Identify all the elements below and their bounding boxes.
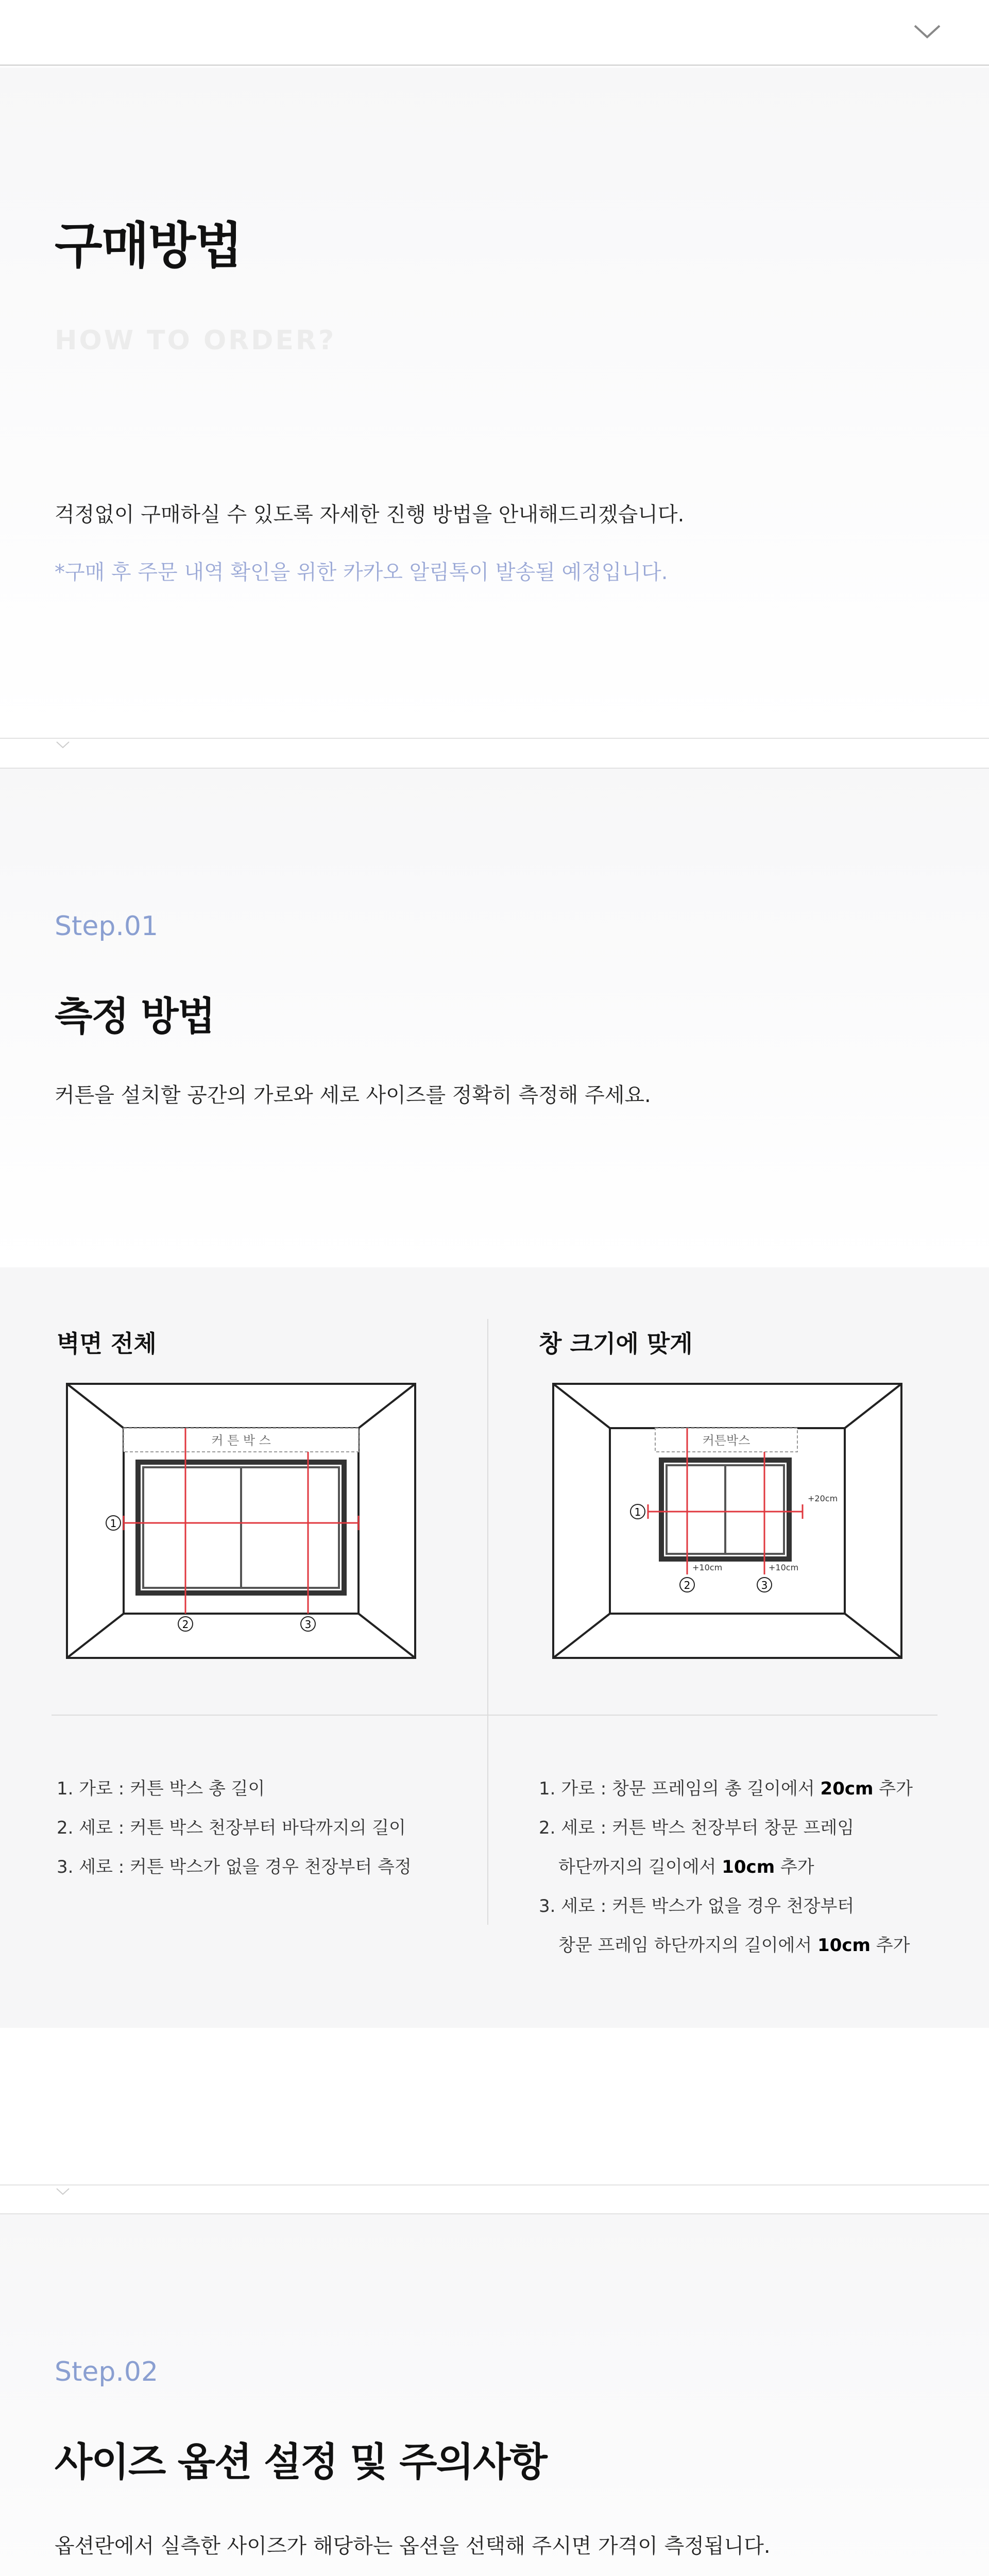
right-note-2-cont: 하단까지의 길이에서 10cm 추가: [558, 1857, 814, 1877]
left-note-2: 2. 세로 : 커튼 박스 천장부터 바닥까지의 길이: [57, 1818, 406, 1838]
chevron-down-icon[interactable]: [913, 23, 942, 40]
top-bar: [0, 0, 989, 66]
right-note-3-cont: 창문 프레임 하단까지의 길이에서 10cm 추가: [558, 1935, 910, 1956]
curtain-box-label: 커튼박스: [702, 1433, 751, 1448]
intro-description: 걱정없이 구매하실 수 있도록 자세한 진행 방법을 안내해드리겠습니다.: [55, 503, 685, 527]
marker-3: 3: [304, 1618, 312, 1631]
dimension-10cm: +10cm: [692, 1563, 723, 1572]
diagram-right-title: 창 크기에 맞게: [539, 1330, 693, 1358]
chevron-down-icon: [56, 2188, 70, 2196]
dimension-20cm: +20cm: [808, 1494, 838, 1503]
marker-1: 1: [634, 1506, 641, 1518]
marker-3: 3: [761, 1579, 768, 1591]
step1-section: [0, 769, 989, 1267]
intro-note: *구매 후 주문 내역 확인을 위한 카카오 알림톡이 발송될 예정입니다.: [55, 561, 668, 584]
row-divider: [52, 1715, 937, 1716]
intro-section: [0, 67, 989, 737]
left-note-3: 3. 세로 : 커튼 박스가 없을 경우 천장부터 측정: [57, 1857, 412, 1877]
curtain-box-label: 커 튼 박 스: [211, 1433, 271, 1448]
diagram-left-title: 벽면 전체: [57, 1330, 157, 1358]
step1-title: 측정 방법: [55, 993, 215, 1039]
step2-label: Step.02: [55, 2357, 159, 2387]
chevron-down-icon: [56, 741, 70, 749]
marker-2: 2: [684, 1579, 691, 1591]
step1-label: Step.01: [55, 911, 159, 942]
page-title: 구매방법: [55, 217, 242, 275]
step2-section: [0, 2214, 989, 2576]
right-note-1: 1. 가로 : 창문 프레임의 총 길이에서 20cm 추가: [539, 1778, 913, 1799]
step2-description: 옵션란에서 실측한 사이즈가 해당하는 옵션을 선택해 주시면 가격이 측정됩니다.: [55, 2534, 771, 2558]
section-divider: [0, 2184, 989, 2185]
right-note-2: 2. 세로 : 커튼 박스 천장부터 창문 프레임: [539, 1818, 855, 1838]
page-subtitle-en: HOW TO ORDER?: [55, 325, 336, 356]
step2-title: 사이즈 옵션 설정 및 주의사항: [55, 2439, 547, 2485]
column-divider: [487, 1319, 488, 1925]
left-note-1: 1. 가로 : 커튼 박스 총 길이: [57, 1778, 265, 1799]
step2-hint-1: [55, 2573, 588, 2576]
wall-measurement-diagram: [66, 1383, 416, 1659]
right-note-3: 3. 세로 : 커튼 박스가 없을 경우 천장부터: [539, 1896, 855, 1917]
dimension-10cm: +10cm: [769, 1563, 799, 1572]
section-divider: [0, 738, 989, 739]
marker-1: 1: [110, 1517, 117, 1530]
step1-description: 커튼을 설치할 공간의 가로와 세로 사이즈를 정확히 측정해 주세요.: [55, 1083, 651, 1107]
window-measurement-diagram: [552, 1383, 902, 1659]
marker-2: 2: [182, 1618, 189, 1631]
measurement-diagram-panel: [0, 1267, 989, 2028]
